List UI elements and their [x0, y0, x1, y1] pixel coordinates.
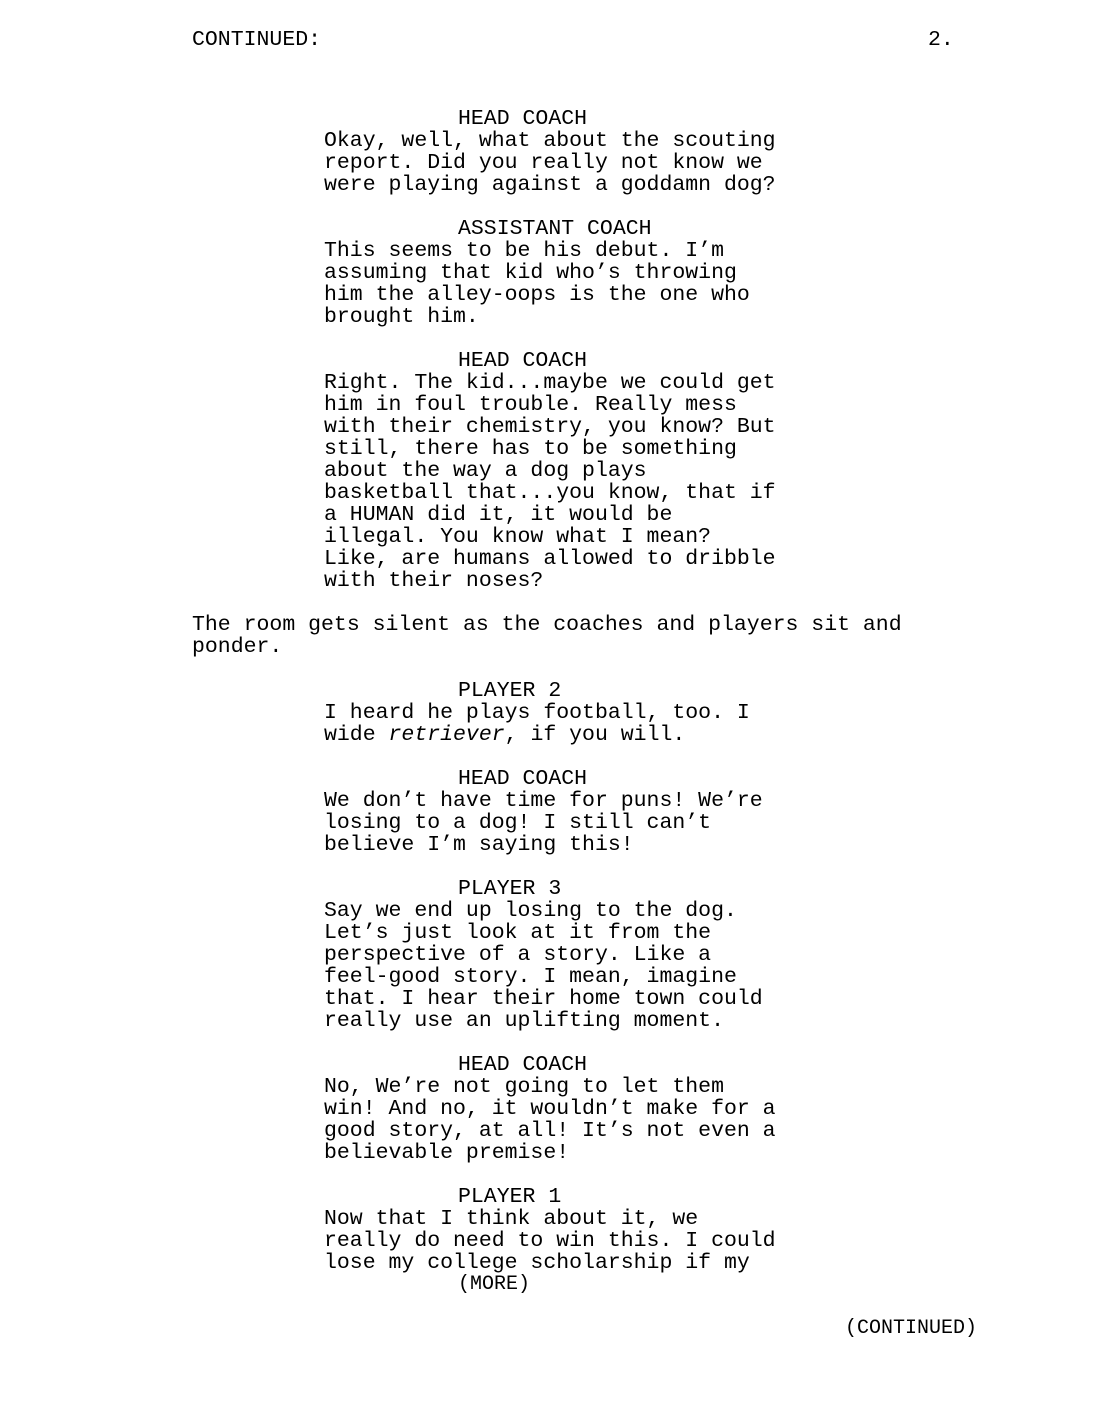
- dialogue-text: , if you will.: [504, 723, 686, 747]
- dialogue-line: No, We’re not going to let them: [324, 1075, 724, 1099]
- character-name: HEAD COACH: [458, 107, 588, 131]
- dialogue-block: [192, 768, 1012, 856]
- dialogue-line: a HUMAN did it, it would be: [324, 503, 673, 527]
- dialogue-line: that. I hear their home town could: [324, 987, 763, 1011]
- character-name: HEAD COACH: [458, 767, 588, 791]
- continued-footer: (CONTINUED): [845, 1317, 978, 1340]
- dialogue-line: still, there has to be something: [324, 437, 737, 461]
- dialogue-italic-text: retriever: [388, 723, 505, 747]
- dialogue-line: Right. The kid...maybe we could get: [324, 371, 776, 395]
- dialogue-text: wide: [324, 723, 389, 747]
- dialogue-line: believe I’m saying this!: [324, 833, 634, 857]
- dialogue-line: [192, 724, 1012, 746]
- action-line: The room gets silent as the coaches and players sit and: [192, 613, 902, 637]
- dialogue-line: losing to a dog! I still can’t: [324, 811, 712, 835]
- dialogue-line: Say we end up losing to the dog.: [324, 899, 737, 923]
- dialogue-line: Like, are humans allowed to dribble: [324, 547, 776, 571]
- dialogue-line: with their noses?: [324, 569, 544, 593]
- character-name: PLAYER 2: [458, 679, 562, 703]
- dialogue-line: assuming that kid who’s throwing: [324, 261, 737, 285]
- dialogue-line: really do need to win this. I could: [324, 1229, 776, 1253]
- dialogue-line: report. Did you really not know we: [324, 151, 763, 175]
- dialogue-line: believable premise!: [324, 1141, 570, 1165]
- dialogue-line: illegal. You know what I mean?: [324, 525, 712, 549]
- dialogue-block: [192, 878, 1012, 1032]
- dialogue-line: lose my college scholarship if my: [324, 1251, 750, 1275]
- dialogue-block: [192, 1186, 1012, 1296]
- dialogue-block: [192, 1054, 1012, 1164]
- dialogue-line: brought him.: [324, 305, 479, 329]
- dialogue-line: about the way a dog plays: [324, 459, 647, 483]
- dialogue-block: [192, 108, 1012, 196]
- character-name: ASSISTANT COACH: [458, 217, 652, 241]
- dialogue-line: him in foul trouble. Really mess: [324, 393, 737, 417]
- dialogue-line: win! And no, it wouldn’t make for a: [324, 1097, 776, 1121]
- dialogue-line: This seems to be his debut. I’m: [324, 239, 724, 263]
- dialogue-line: with their chemistry, you know? But: [324, 415, 776, 439]
- dialogue-line: feel-good story. I mean, imagine: [324, 965, 737, 989]
- more-indicator: (MORE): [458, 1273, 531, 1296]
- dialogue-line: good story, at all! It’s not even a: [324, 1119, 776, 1143]
- dialogue-block: [192, 350, 1012, 592]
- dialogue-line: basketball that...you know, that if: [324, 481, 776, 505]
- action-line: ponder.: [192, 635, 283, 659]
- dialogue-block: [192, 680, 1012, 746]
- dialogue-line: Let’s just look at it from the: [324, 921, 712, 945]
- continued-header: CONTINUED:: [192, 28, 322, 52]
- dialogue-line: Now that I think about it, we: [324, 1207, 699, 1231]
- script-body: [192, 108, 1012, 1296]
- action-block: [192, 614, 1012, 658]
- character-name: PLAYER 1: [458, 1185, 562, 1209]
- dialogue-line: I heard he plays football, too. I: [324, 701, 750, 725]
- dialogue-line: perspective of a story. Like a: [324, 943, 712, 967]
- dialogue-line: were playing against a goddamn dog?: [324, 173, 776, 197]
- page-number: 2.: [928, 28, 954, 52]
- character-name: HEAD COACH: [458, 1053, 588, 1077]
- dialogue-line: really use an uplifting moment.: [324, 1009, 724, 1033]
- character-name: PLAYER 3: [458, 877, 562, 901]
- dialogue-line: Okay, well, what about the scouting: [324, 129, 776, 153]
- dialogue-block: [192, 218, 1012, 328]
- character-name: HEAD COACH: [458, 349, 588, 373]
- dialogue-line: We don’t have time for puns! We’re: [324, 789, 763, 813]
- dialogue-line: him the alley-oops is the one who: [324, 283, 750, 307]
